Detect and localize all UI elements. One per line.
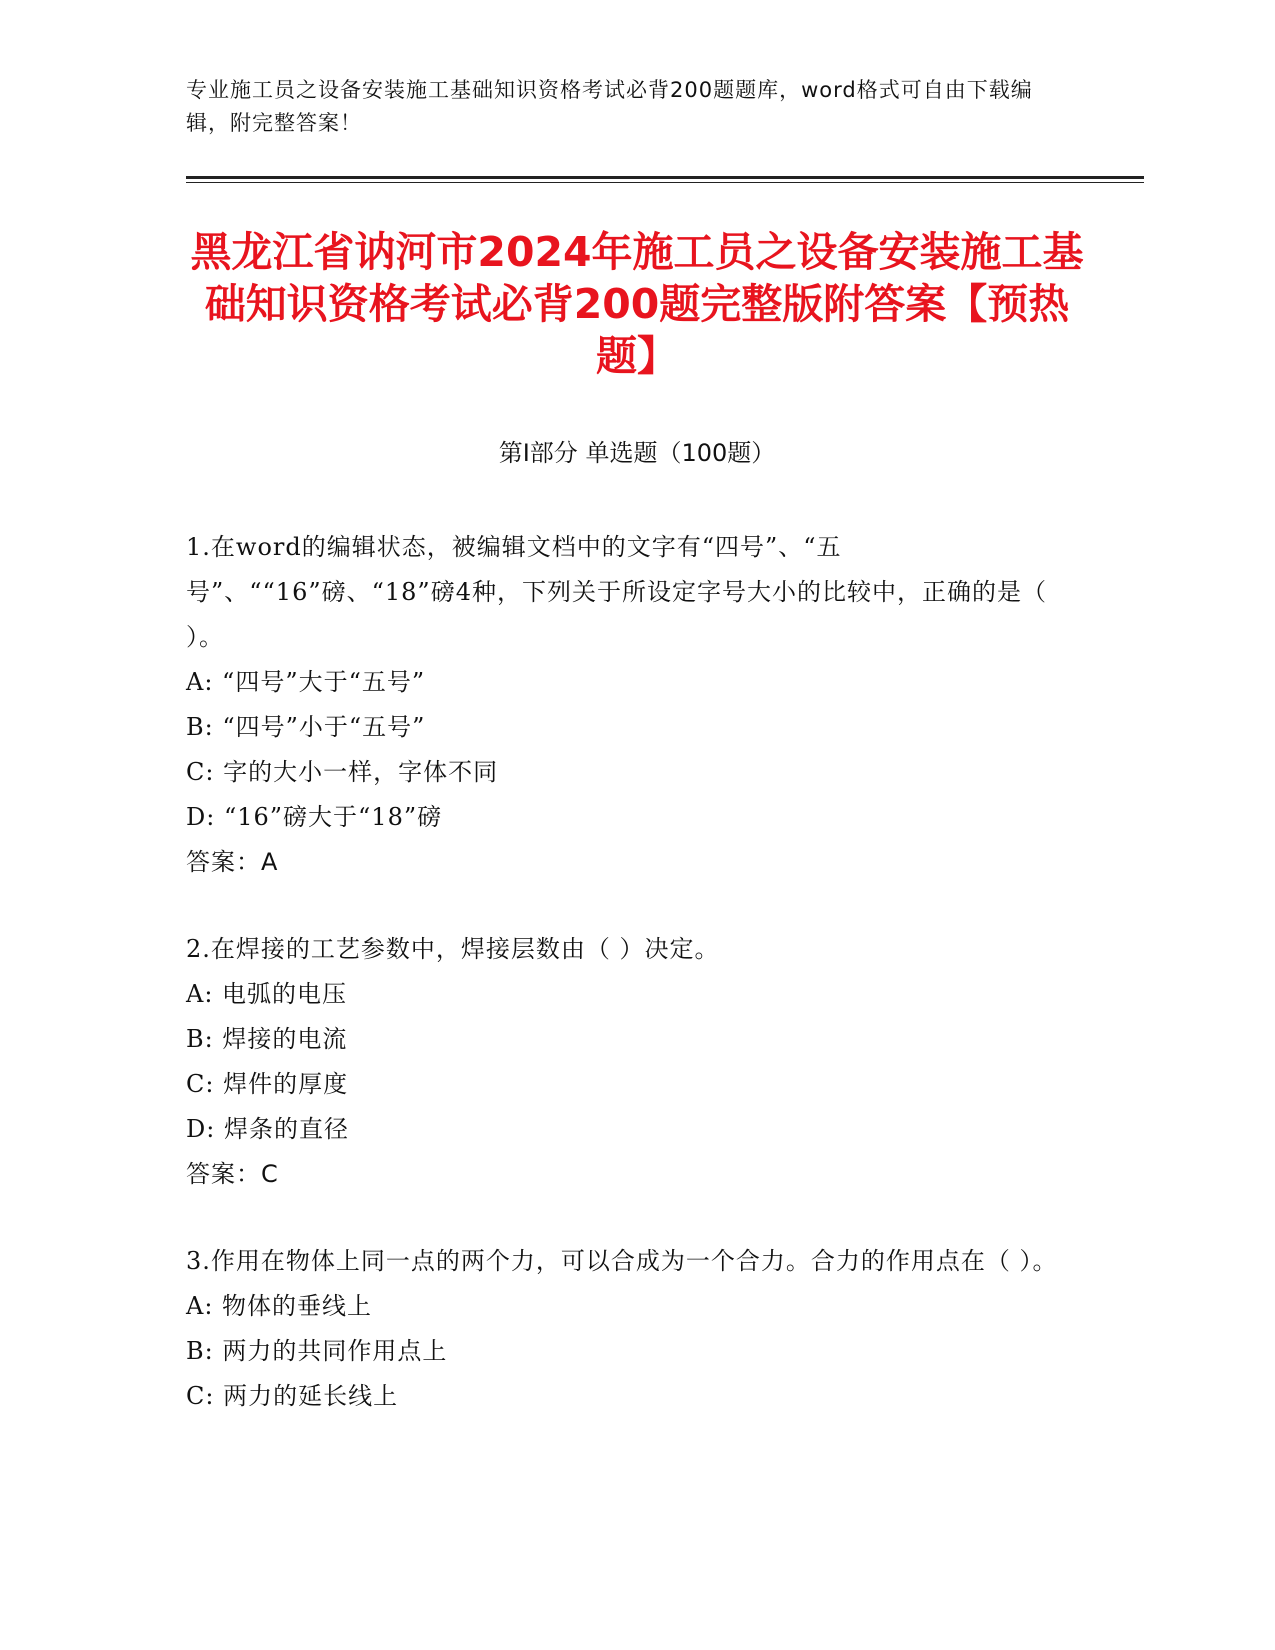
option-b: B: 焊接的电流 <box>186 1025 348 1053</box>
option-a: A: “四号”大于“五号” <box>186 668 426 696</box>
question-3 <box>186 1239 1066 1419</box>
question-list <box>186 525 1066 1461</box>
answer: 答案：C <box>186 1160 279 1188</box>
option-d: D: 焊条的直径 <box>186 1115 349 1143</box>
header-rule-thick <box>186 176 1144 179</box>
question-stem: 1.在word的编辑状态，被编辑文档中的文字有“四号”、“五号”、““16”磅、“18”磅4种，下列关于所设定字号大小的比较中，正确的是（ ）。 <box>186 533 1047 651</box>
option-b: B: “四号”小于“五号” <box>186 713 426 741</box>
document-title: 黑龙江省讷河市2024年施工员之设备安装施工基础知识资格考试必背200题完整版附答案【预热题】 <box>190 228 1084 380</box>
option-a: A: 物体的垂线上 <box>186 1292 373 1320</box>
option-a: A: 电弧的电压 <box>186 980 348 1008</box>
question-2 <box>186 927 1066 1197</box>
header-rule-thin <box>186 182 1144 183</box>
option-c: C: 两力的延长线上 <box>186 1382 399 1410</box>
option-b: B: 两力的共同作用点上 <box>186 1337 448 1365</box>
option-c: C: 焊件的厚度 <box>186 1070 349 1098</box>
option-d: D: “16”磅大于“18”磅 <box>186 803 443 831</box>
question-stem: 3.作用在物体上同一点的两个力，可以合成为一个合力。合力的作用点在（ ）。 <box>186 1247 1058 1275</box>
option-c: C: 字的大小一样，字体不同 <box>186 758 499 786</box>
question-1 <box>186 525 1066 885</box>
section-heading: 第I部分 单选题（100题） <box>498 439 776 467</box>
question-stem: 2.在焊接的工艺参数中，焊接层数由（ ）决定。 <box>186 935 720 963</box>
answer: 答案：A <box>186 848 279 876</box>
header-note: 专业施工员之设备安装施工基础知识资格考试必背200题题库，word格式可自由下载编辑，附完整答案！ <box>186 78 1033 135</box>
